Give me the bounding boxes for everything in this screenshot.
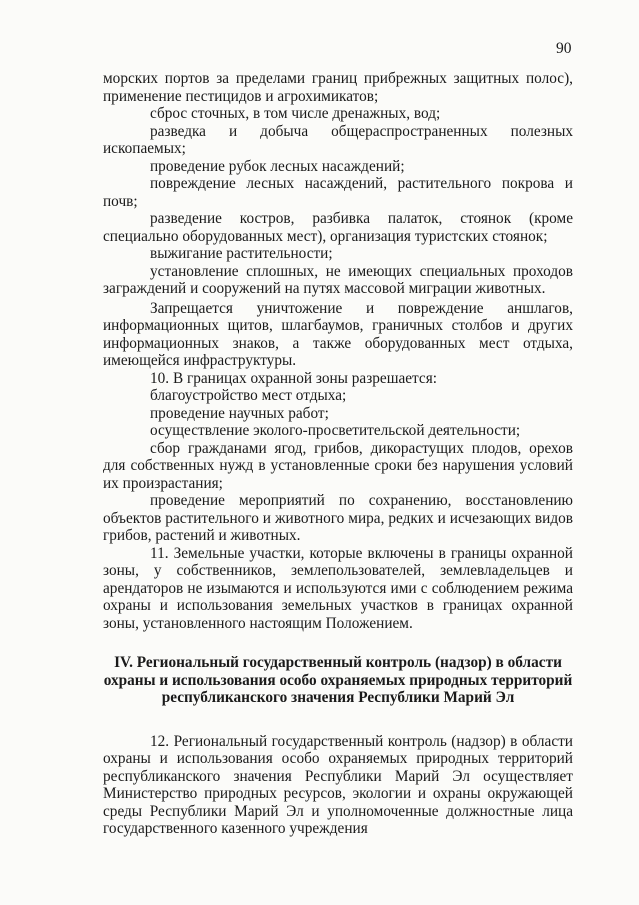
paragraph: проведение научных работ; [150, 404, 329, 422]
section-heading [103, 654, 573, 707]
section-heading-line-1: IV. Региональный государственный контроль (надзор) в области [114, 654, 562, 671]
paragraph: проведение рубок лесных насаждений; [150, 157, 405, 175]
paragraph: осуществление эколого-просветительской деятельности; [150, 422, 521, 439]
paragraph: разведение костров, разбивка палаток, стоянок (кроме специально оборудованных мест), организация туристских стоянок; [103, 210, 573, 245]
paragraph: установление сплошных, не имеющих специальных проходов заграждений и сооружений на путях массовой миграции животных. [103, 262, 573, 297]
paragraph: сброс сточных, в том числе дренажных, вод; [150, 105, 441, 122]
paragraph: 12. Региональный государственный контроль (надзор) в области охраны и использования особо охраняемых природных территорий республиканского значения Республики Марий Эл осуществляет Министерство природных ресурсов, экологии и охраны окружающей среды Республики Марий Эл и уполномоченные должностные лица государственного казенного учреждения [103, 732, 573, 837]
paragraph: разведка и добыча общераспространенных полезных ископаемых; [103, 122, 573, 157]
paragraph: 11. Земельные участки, которые включены в границы охранной зоны, у собственников, землепользователей, землевладельцев и арендаторов не изымаются и используются ими с соблюдением режима охраны и использования земельных участков в границах охранной зоны, установленного настоящим Положением. [103, 544, 573, 632]
paragraph: повреждение лесных насаждений, растительного покрова и почв; [103, 175, 573, 210]
paragraph: проведение мероприятий по сохранению, восстановлению объектов растительного и животного мира, редких и исчезающих видов грибов, растений и животных. [103, 492, 573, 544]
paragraph-block-1 [103, 70, 573, 632]
paragraph: сбор гражданами ягод, грибов, дикорастущих плодов, орехов для собственных нужд в установленные сроки без нарушения условий их произрастания; [103, 439, 573, 492]
page-number: 90 [556, 40, 572, 57]
paragraph: 10. В границах охранной зоны разрешается: [150, 369, 438, 387]
section-heading-line-3: республиканского значения Республики Марий Эл [161, 689, 515, 706]
paragraph: Запрещается уничтожение и повреждение аншлагов, информационных щитов, шлагбаумов, граничных столбов и других информационных знаков, а также оборудованных мест отдыха, имеющейся инфраструктуры. [103, 299, 573, 369]
paragraph: выжигание растительности; [150, 245, 333, 262]
paragraph: морских портов за пределами границ прибрежных защитных полос), применение пестицидов и агрохимикатов; [103, 70, 573, 105]
section-heading-line-2: охраны и использования особо охраняемых природных территорий [103, 671, 573, 689]
paragraph: благоустройство мест отдыха; [150, 387, 347, 404]
document-body [103, 70, 573, 838]
paragraph-block-2 [103, 733, 573, 838]
